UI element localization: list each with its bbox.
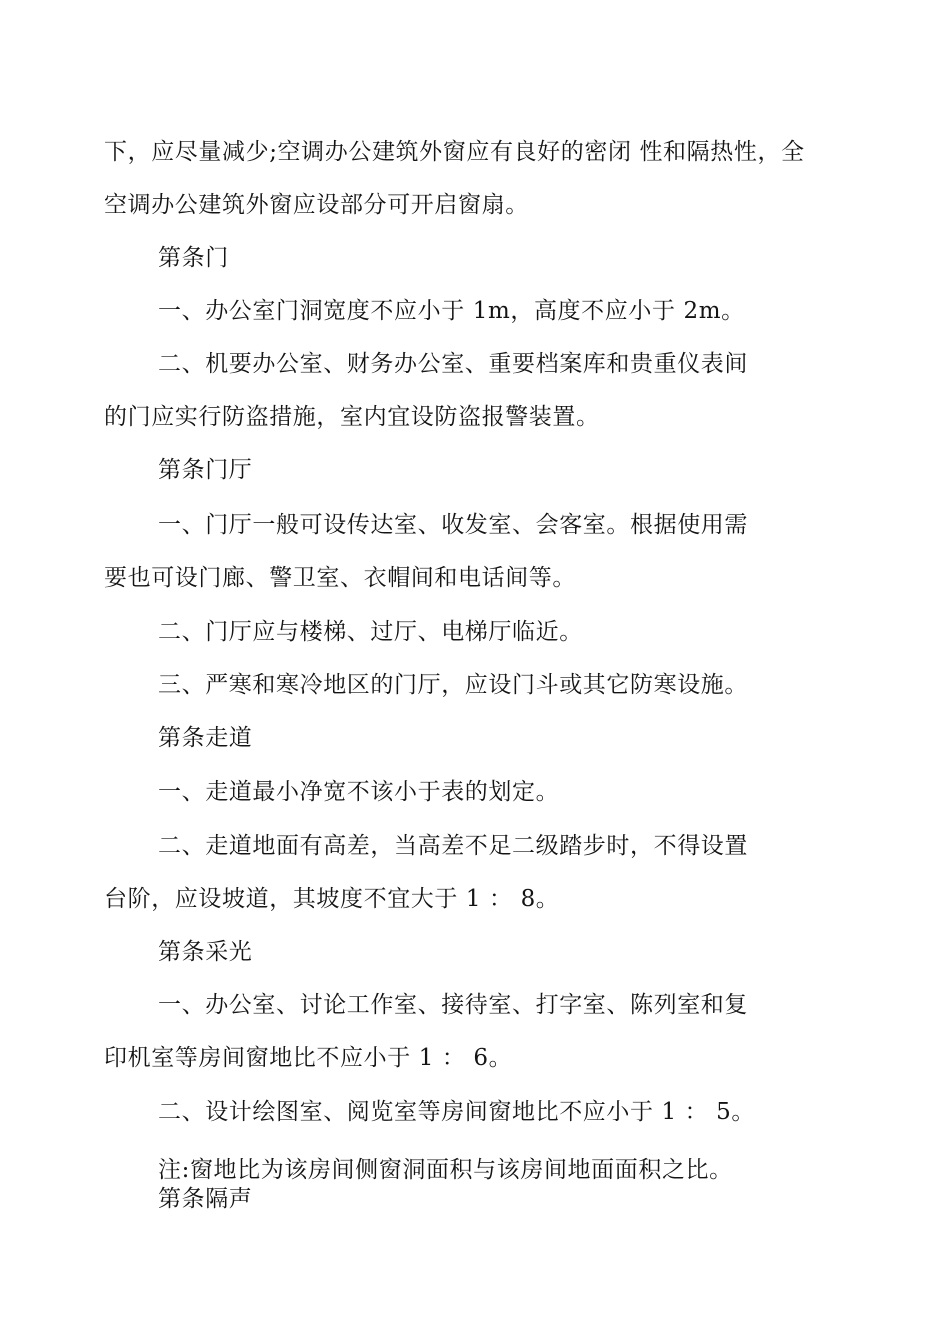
text-line-9: 要也可设门廊、警卫室、衣帽间和电话间等。	[104, 565, 576, 591]
text-line-4: 一、办公室门洞宽度不应小于 1m，高度不应小于 2m。	[158, 298, 745, 324]
text-line-2: 空调办公建筑外窗应设部分可开启窗扇。	[104, 192, 529, 218]
text-line-10: 二、门厅应与楼梯、过厅、电梯厅临近。	[158, 619, 583, 645]
section-heading-lobby: 第条门厅	[158, 457, 253, 483]
section-heading-door: 第条门	[158, 245, 229, 271]
text-line-11: 三、严寒和寒冷地区的门厅，应设门斗或其它防寒设施。	[158, 672, 748, 698]
text-line-8: 一、门厅一般可设传达室、收发室、会客室。根据使用需	[158, 512, 748, 538]
text-line-6: 的门应实行防盗措施，室内宜设防盗报警装置。	[104, 404, 600, 430]
text-line-15: 台阶，应设坡道，其坡度不宜大于 1 ： 8。	[104, 886, 560, 912]
text-line-5: 二、机要办公室、财务办公室、重要档案库和贵重仪表间	[158, 351, 748, 377]
section-heading-corridor: 第条走道	[158, 725, 253, 751]
section-heading-sound-insulation: 第条隔声	[158, 1186, 253, 1212]
text-line-1: 下，应尽量减少;空调办公建筑外窗应有良好的密闭 性和隔热性，全	[104, 139, 805, 165]
text-line-19: 二、设计绘图室、阅览室等房间窗地比不应小于 1 ： 5。	[158, 1099, 755, 1125]
text-line-18: 印机室等房间窗地比不应小于 1 ： 6。	[104, 1045, 513, 1071]
note-line: 注:窗地比为该房间侧窗洞面积与该房间地面面积之比。	[158, 1157, 733, 1183]
section-heading-daylighting: 第条采光	[158, 939, 253, 965]
text-line-17: 一、办公室、讨论工作室、接待室、打字室、陈列室和复	[158, 992, 748, 1018]
text-line-14: 二、走道地面有高差，当高差不足二级踏步时，不得设置	[158, 833, 748, 859]
text-line-13: 一、走道最小净宽不该小于表的划定。	[158, 779, 560, 805]
